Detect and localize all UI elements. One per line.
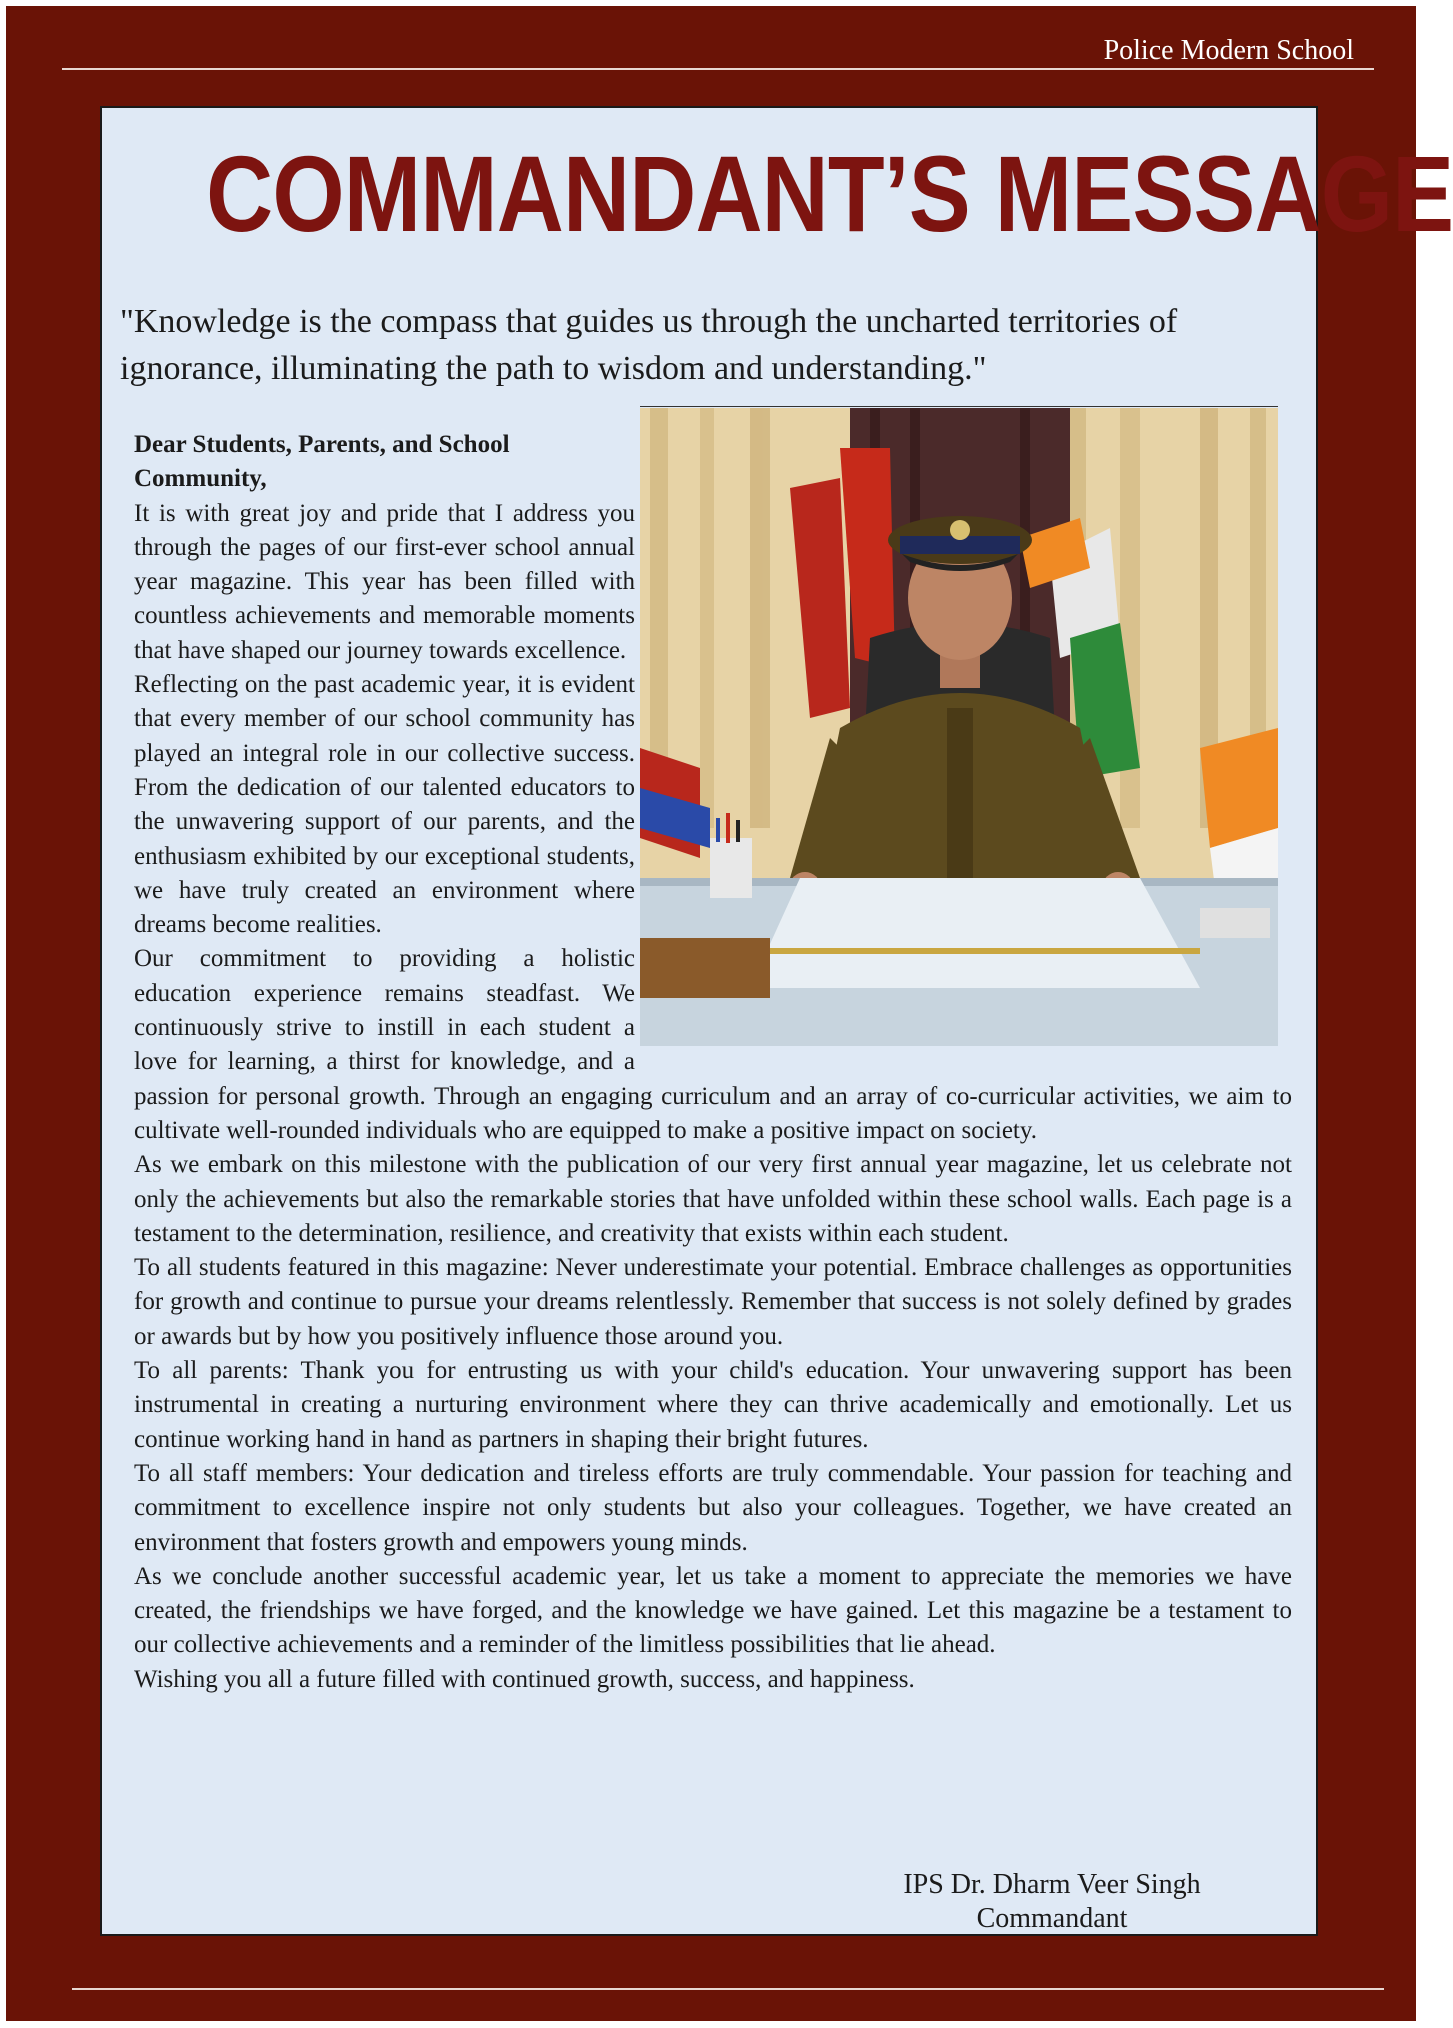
- paragraph: As we conclude another successful academic year, let us take a moment to appreciate the memories we have created, the friendships we have forged, and the knowledge we have gained. Let this magazine be a testament to our collective achievements and a reminder of the limitless possibilities that lie ahead.: [134, 1562, 1292, 1659]
- paragraph: To all staff members: Your dedication and tireless efforts are truly commendable. Your passion for teaching and commitment to excellence inspire not only students but also your colleagues. Together, we have created an environment that fosters growth and empowers young minds.: [134, 1459, 1292, 1556]
- paragraph: To all students featured in this magazine: Never underestimate your potential. Embrace challenges as opportunities for growth and continue to pursue your dreams relentlessly. Remember that success is not solely defined by grades or awards but by how you positively influence those around you.: [134, 1254, 1292, 1350]
- message-body: [134, 428, 1292, 1697]
- photo-top-rule: [640, 406, 1278, 407]
- page-title: COMMANDANT’S MESSAGE: [206, 133, 1453, 254]
- signature-block: [882, 1868, 1222, 1936]
- paragraph: As we embark on this milestone with the publication of our very first annual year magazine, let us celebrate not only the achievements but also the remarkable stories that have unfolded within these school walls. Each page is a testament to the determination, resilience, and creativity that exists within each student.: [134, 1151, 1292, 1247]
- opening-quote: "Knowledge is the compass that guides us through the uncharted territories of ignorance, illuminating the path to wisdom and understanding.": [120, 303, 1178, 387]
- paragraph: It is with great joy and pride that I address you through the pages of our first-ever school annual year magazine. This year has been filled with countless achievements and memorable moments that have shaped our journey towards excellence.: [134, 499, 635, 664]
- paragraph: To all parents: Thank you for entrusting us with your child's education. Your unwavering support has been instrumental in creating a nurturing environment where they can thrive academically and emotionally. Let us continue working hand in hand as partners in shaping their bright futures.: [134, 1357, 1292, 1453]
- paragraph: Wishing you all a future filled with continued growth, success, and happiness.: [134, 1665, 915, 1693]
- signatory-role: Commandant: [976, 1903, 1128, 1934]
- message-panel: [100, 106, 1453, 1936]
- school-name: Police Modern School: [1103, 35, 1354, 66]
- paragraph: Reflecting on the past academic year, it is evident that every member of our school community has played an integral role in our collective success. From the dedication of our talented educators to the unwavering support of our parents, and the enthusiasm exhibited by our exceptional students, we have truly created an environment where dreams become realities.: [134, 671, 635, 939]
- photo-spacer: [635, 428, 1292, 1060]
- greeting: Dear Students, Parents, and School Community,: [134, 431, 510, 493]
- paragraph: Our commitment to providing a holistic education experience remains steadfast. We continuously strive to instill in each student a love for learning, a thirst for knowledge, and a passion for personal growth. Through an engaging curriculum and an array of co-curricular activities, we aim to cultivate well-rounded individuals who are equipped to make a positive impact on society.: [134, 945, 1292, 1144]
- page-header: [62, 30, 1374, 70]
- footer-rule: [72, 1988, 1384, 1990]
- signatory-name: IPS Dr. Dharm Veer Singh: [903, 1869, 1201, 1900]
